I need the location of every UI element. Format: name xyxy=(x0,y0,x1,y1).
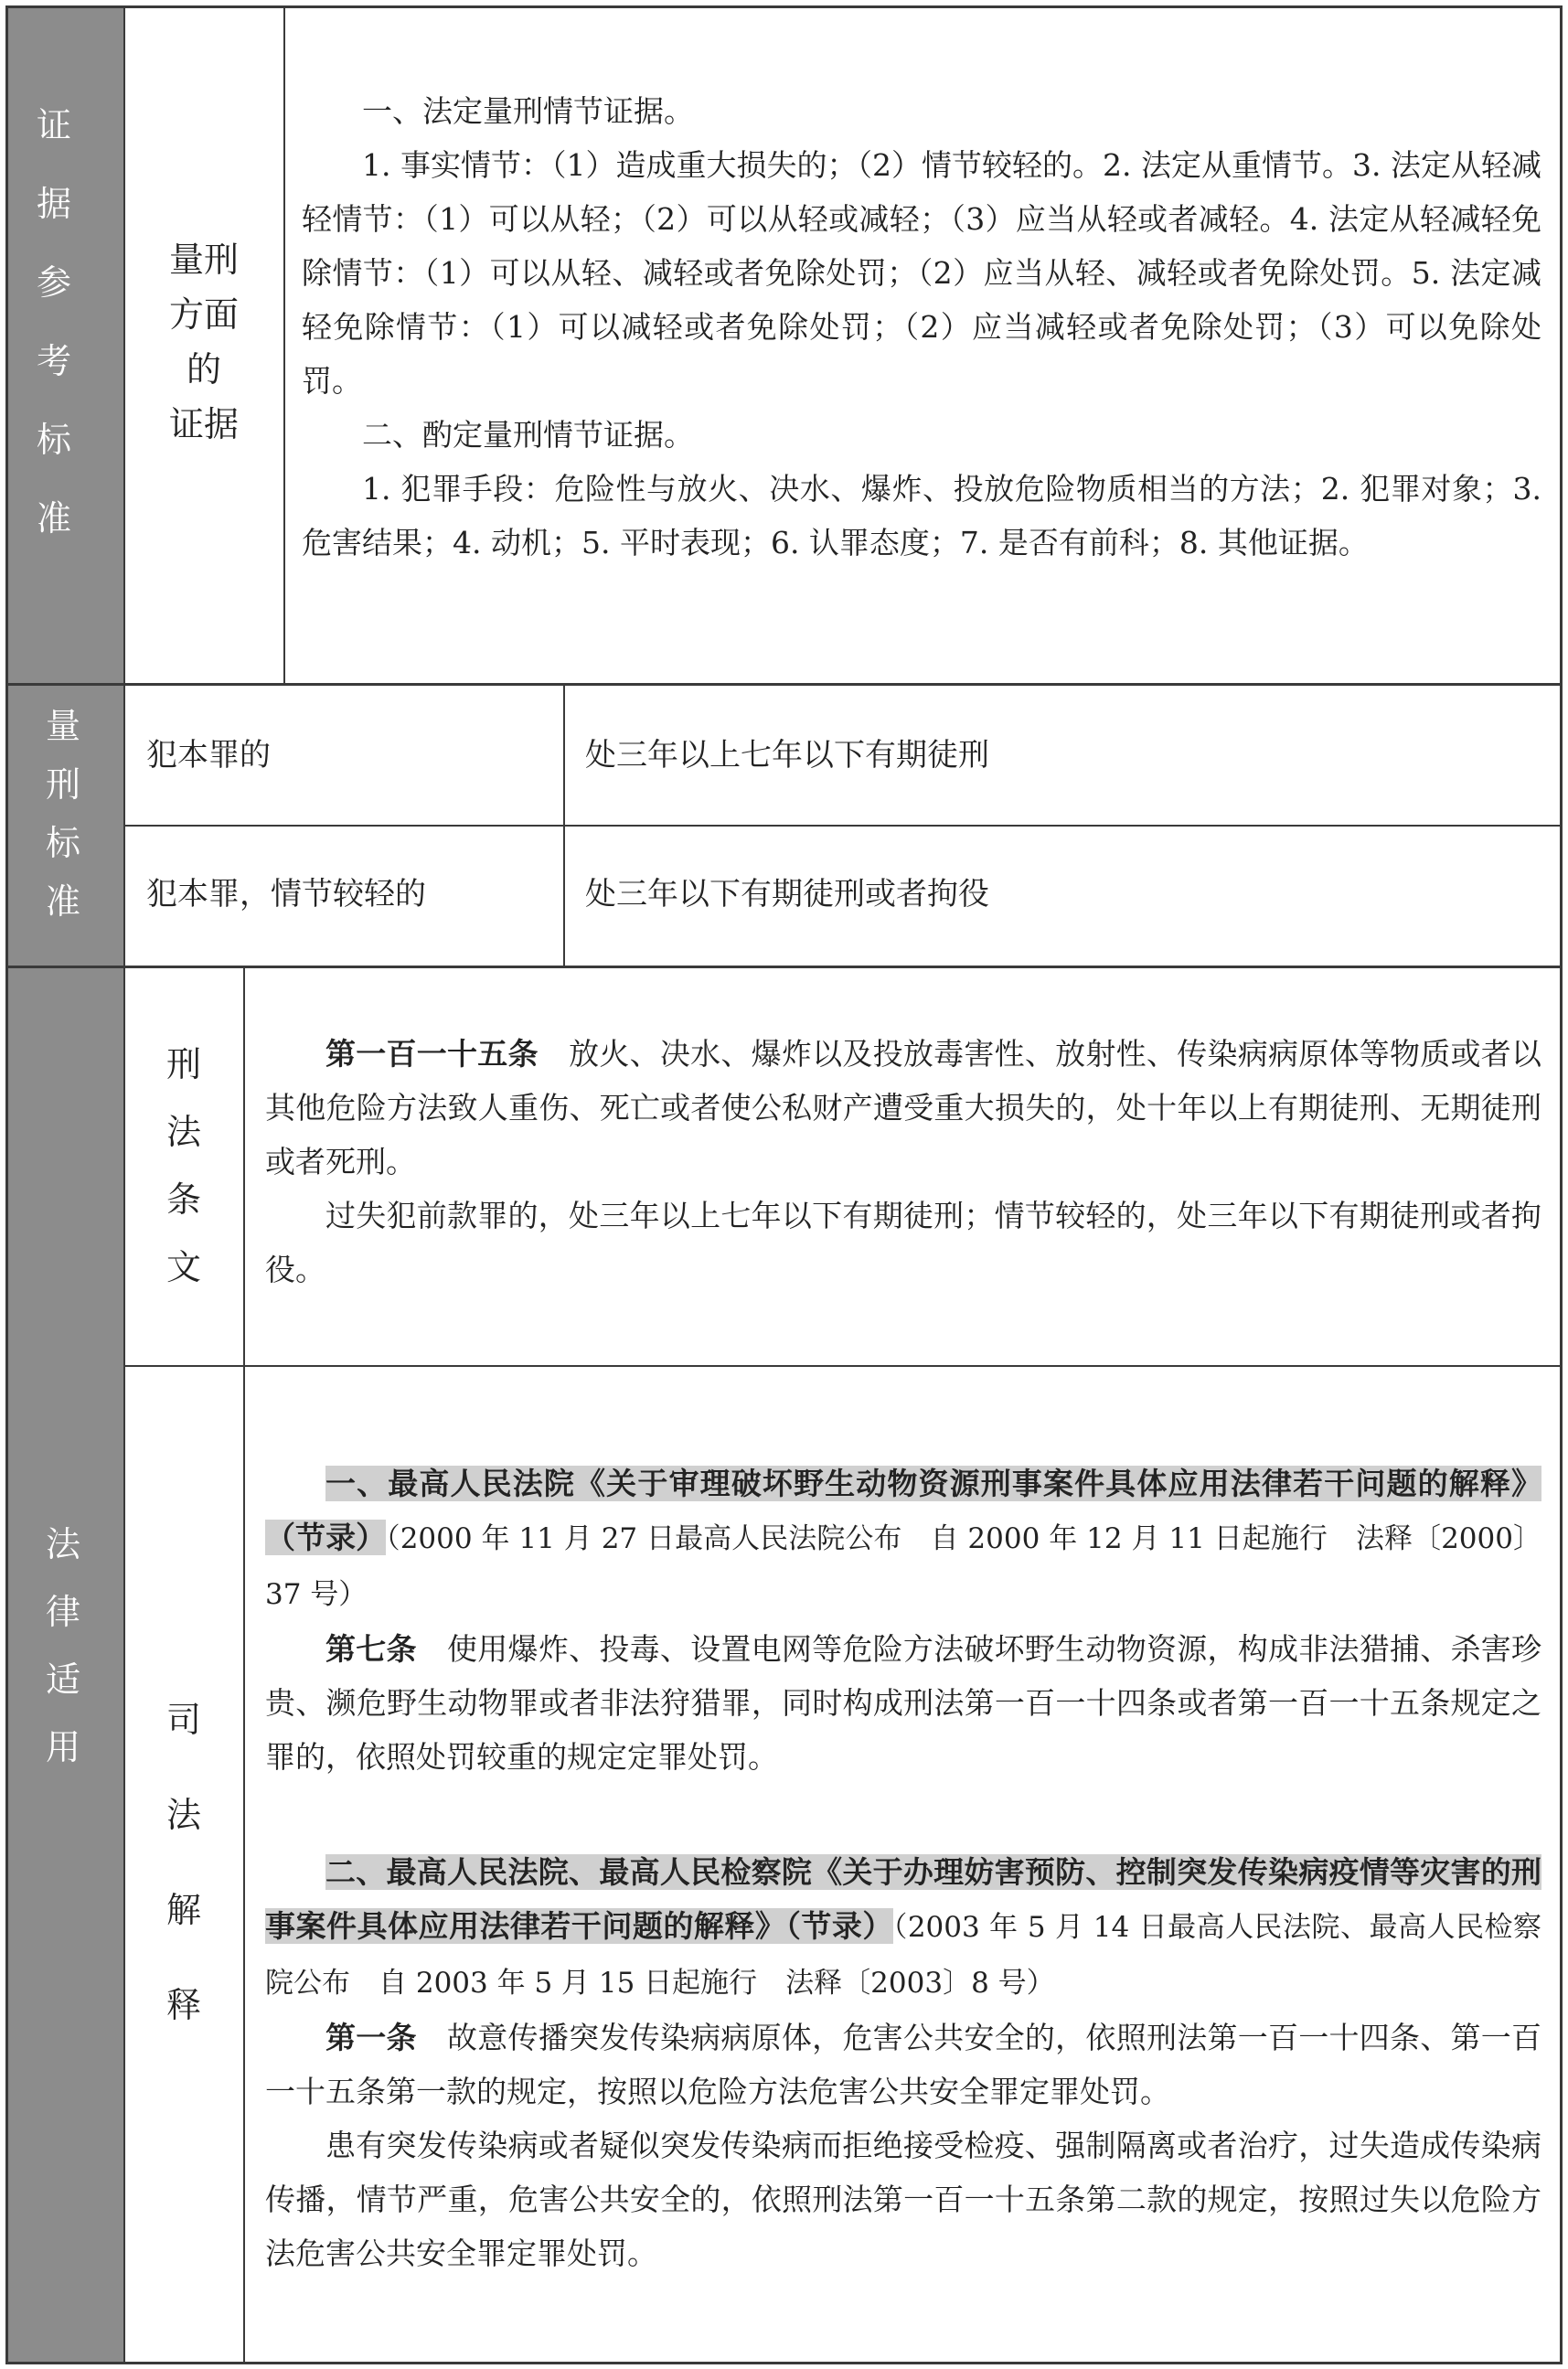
label-char: 证 xyxy=(37,105,72,145)
interpretation-2-article xyxy=(265,2011,1541,2118)
article-body: 故意传播突发传染病病原体，危害公共安全的，依照刑法第一百一十四条、第一百一十五条第一款的规定，按照以危险方法危害公共安全罪定罪处罚。 xyxy=(265,2020,1542,2109)
sublabel-line: 的 xyxy=(186,349,221,389)
section-divider-2 xyxy=(5,966,1563,968)
section-label-sentencing xyxy=(46,706,81,922)
article-title: 第七条 xyxy=(325,1631,417,1667)
sidebar-divider xyxy=(123,5,125,2364)
sentencing-col-divider xyxy=(563,685,565,966)
label-char: 标 xyxy=(37,420,72,460)
label-char: 刑 xyxy=(166,1044,202,1084)
article-title: 第一百一十五条 xyxy=(325,1036,539,1072)
label-char: 文 xyxy=(166,1247,202,1287)
border-bottom xyxy=(5,2362,1563,2364)
interpretation-2 xyxy=(265,1845,1541,2011)
label-char: 标 xyxy=(46,823,81,863)
label-char: 释 xyxy=(166,1985,202,2025)
sentencing-penalty-1: 处三年以上七年以下有期徒刑 xyxy=(585,737,989,774)
interpretation-1-title: 一、最高人民法院《关于审理破坏野生动物资源刑事案件具体应用法律若干问题的解释》（节录） xyxy=(265,1466,1541,1555)
sentencing-penalty-2: 处三年以下有期徒刑或者拘役 xyxy=(585,876,989,912)
row-divider xyxy=(125,825,1563,827)
article-115-para-2: 过失犯前款罪的，处三年以上七年以下有期徒刑；情节较轻的，处三年以下有期徒刑或者拘役。 xyxy=(265,1198,1541,1287)
judicial-content-2 xyxy=(265,1845,1541,2280)
interpretation-2-para-2: 患有突发传染病或者疑似突发传染病而拒绝接受检疫、强制隔离或者治疗，过失造成传染病传播，情节严重，危害公共安全的，依照刑法第一百一十五条第二款的规定，按照过失以危险方法危害公共安全罪定罪处罚。 xyxy=(265,2128,1541,2271)
article-115 xyxy=(265,1027,1541,1189)
label-char: 解 xyxy=(166,1890,202,1930)
article-body: 使用爆炸、投毒、设置电网等危险方法破坏野生动物资源，构成非法猎捕、杀害珍贵、濒危野生动物罪或者非法狩猎罪，同时构成刑法第一百一十四条或者第一百一十五条规定之罪的，依照处罚较重的规定定罪处罚。 xyxy=(265,1631,1542,1775)
interpretation-2-title: 二、最高人民法院、最高人民检察院《关于办理妨害预防、控制突发传染病疫情等灾害的刑事案件具体应用法律若干问题的解释》（节录） xyxy=(265,1854,1541,1944)
evidence-paragraph-2: 1. 犯罪手段：危险性与放火、决水、爆炸、投放危险物质相当的方法；2. 犯罪对象；3. 危害结果；4. 动机；5. 平时表现；6. 认罪态度；7. 是否有前科；8. 其他证据。 xyxy=(302,471,1541,560)
sublabel-line: 量刑 xyxy=(168,240,239,280)
evidence-heading-1: 一、法定量刑情节证据。 xyxy=(362,93,694,129)
label-char: 量 xyxy=(46,706,81,746)
border-right xyxy=(1560,5,1563,2364)
sublabel-criminal-law xyxy=(166,1044,202,1287)
subsection-divider xyxy=(125,1365,1563,1367)
interpretation-1-source: （2000 年 11 月 27 日最高人民法院公布 自 2000 年 12 月 11 日起施行 法释〔2000〕37 号） xyxy=(265,1522,1542,1611)
section-label-evidence xyxy=(37,105,72,539)
interpretation-2-source: （2003 年 5 月 14 日最高人民法院、最高人民检察院公布 自 2003 年 5 月 15 日起施行 法释〔2003〕8 号） xyxy=(265,1911,1541,2000)
label-char: 准 xyxy=(46,881,81,922)
sublabel-line: 方面 xyxy=(168,294,239,335)
section-label-law xyxy=(46,1524,81,1767)
article-body: 放火、决水、爆炸以及投放毒害性、放射性、传染病病原体等物质或者以其他危险方法致人重伤、死亡或者使公私财产遭受重大损失的，处十年以上有期徒刑、无期徒刑或者死刑。 xyxy=(265,1036,1542,1179)
sentencing-condition-2: 犯本罪，情节较轻的 xyxy=(146,876,426,912)
label-char: 适 xyxy=(46,1659,81,1700)
sentencing-condition-1: 犯本罪的 xyxy=(146,737,271,774)
sublabel-sentencing-evidence xyxy=(163,242,245,442)
label-char: 律 xyxy=(46,1592,81,1632)
evidence-content xyxy=(302,84,1541,570)
label-char: 法 xyxy=(166,1795,202,1835)
label-char: 考 xyxy=(37,341,72,381)
label-char: 刑 xyxy=(46,764,81,805)
article-title: 第一条 xyxy=(325,2020,417,2055)
label-char: 用 xyxy=(46,1727,81,1767)
evidence-heading-2: 二、酌定量刑情节证据。 xyxy=(362,417,694,453)
section-divider-1 xyxy=(5,683,1563,686)
interpretation-1 xyxy=(265,1457,1541,1622)
border-left xyxy=(5,5,8,2364)
label-char: 据 xyxy=(37,184,72,224)
border-top xyxy=(5,5,1563,8)
interpretation-1-article xyxy=(265,1622,1541,1784)
label-char: 参 xyxy=(37,262,72,303)
label-char: 准 xyxy=(37,498,72,539)
criminal-law-content xyxy=(265,1027,1541,1297)
evidence-col-divider xyxy=(283,5,285,684)
law-col-divider xyxy=(243,967,245,2364)
sublabel-line: 证据 xyxy=(168,404,239,444)
label-char: 司 xyxy=(166,1700,202,1740)
label-char: 法 xyxy=(46,1524,81,1564)
label-char: 条 xyxy=(166,1179,202,1220)
label-char: 法 xyxy=(166,1112,202,1152)
judicial-content-1 xyxy=(265,1457,1541,1784)
evidence-paragraph-1: 1. 事实情节：（1）造成重大损失的；（2）情节较轻的。2. 法定从重情节。3. 法定从轻减轻情节：（1）可以从轻；（2）可以从轻或减轻；（3）应当从轻或者减轻。4. 法定从轻减轻免除情节：（1）可以从轻、减轻或者免除处罚；（2）应当从轻、减轻或者免除处罚。5. 法定减轻免除情节：（1）可以减轻或者免除处罚；（2）应当减轻或者免除处罚；（3）可以免除处罚。 xyxy=(302,147,1541,399)
sublabel-judicial xyxy=(166,1700,202,2025)
